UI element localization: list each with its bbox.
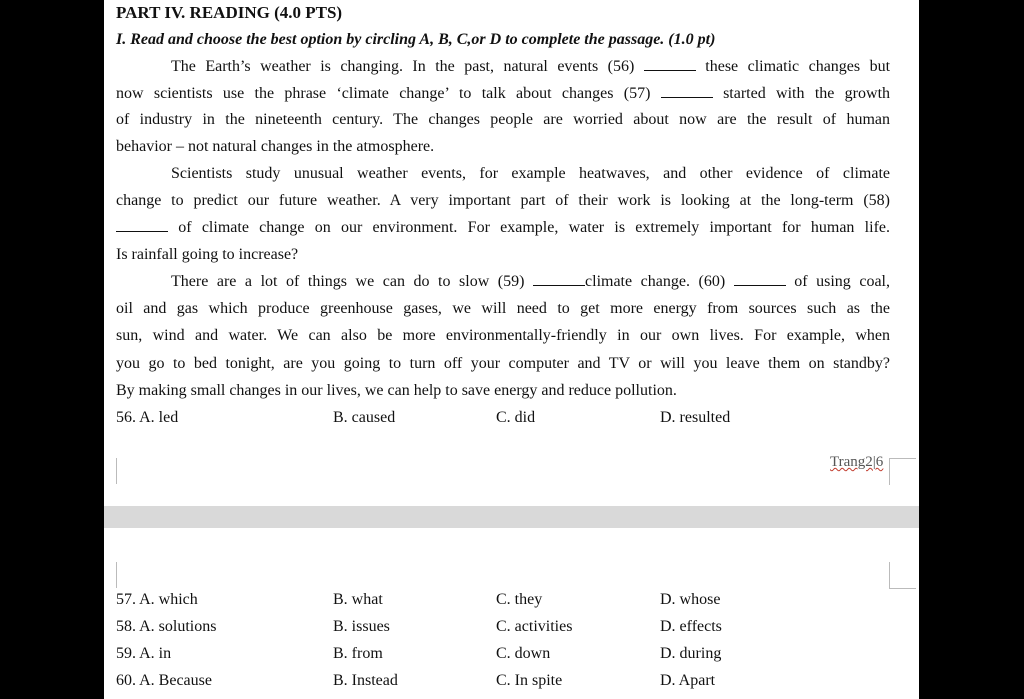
- crop-mark: [889, 562, 916, 589]
- section-title: PART IV. READING (4.0 PTS): [116, 3, 343, 22]
- option-57-b: B. what: [333, 591, 383, 608]
- option-60-a: 60. A. Because: [116, 672, 212, 689]
- passage-line: behavior – not natural changes in the atmosphere.: [116, 138, 435, 155]
- answer-blank-58: [116, 219, 168, 232]
- instruction-text: I. Read and choose the best option by circling A, B, C,or D to complete the passage. (1.0 pt): [116, 31, 716, 48]
- passage-line: sun, wind and water. We can also be more environmentally-friendly in our own lives. For example, when: [116, 327, 890, 344]
- passage-line: oil and gas which produce greenhouse gases, we will need to get more energy from sources such as the: [116, 300, 890, 317]
- answer-blank-57: [661, 85, 713, 98]
- option-60-c: C. In spite: [496, 672, 563, 689]
- passage-line: you go to bed tonight, are you going to turn off your computer and TV or will you leave them on standby?: [116, 355, 890, 372]
- option-57-a: 57. A. which: [116, 591, 198, 608]
- option-58-d: D. effects: [660, 618, 722, 635]
- passage-line: now scientists use the phrase ‘climate change’ to talk about changes (57) started with the growth: [116, 85, 891, 102]
- option-58-a: 58. A. solutions: [116, 618, 217, 635]
- option-59-d: D. during: [660, 645, 722, 662]
- answer-blank-60: [734, 273, 786, 286]
- option-58-b: B. issues: [333, 618, 390, 635]
- option-60-d: D. Apart: [660, 672, 716, 689]
- passage-line: of climate change on our environment. For example, water is extremely important for human life.: [116, 219, 890, 237]
- crop-mark: [116, 562, 117, 588]
- option-59-a: 59. A. in: [116, 645, 172, 662]
- passage-line: By making small changes in our lives, we can help to save energy and reduce pollution.: [116, 382, 677, 399]
- passage-line: Scientists study unusual weather events, for example heatwaves, and other evidence of climate: [171, 165, 890, 182]
- option-57-d: D. whose: [660, 591, 721, 608]
- page-number: Trang2|6: [830, 454, 884, 470]
- option-56-b: B. caused: [333, 409, 396, 426]
- passage-line: There are a lot of things we can do to slow (59) climate change. (60) of using coal,: [171, 273, 890, 290]
- page-separator: [104, 506, 919, 528]
- passage-line: change to predict our future weather. A very important part of their work is looking at the long-term (58): [116, 192, 890, 209]
- answer-blank-56: [644, 58, 696, 71]
- option-60-b: B. Instead: [333, 672, 398, 689]
- crop-mark: [116, 458, 117, 484]
- option-56-c: C. did: [496, 409, 536, 426]
- option-59-c: C. down: [496, 645, 551, 662]
- answer-blank-59: [533, 273, 585, 286]
- option-59-b: B. from: [333, 645, 383, 662]
- option-58-c: C. activities: [496, 618, 573, 635]
- passage-line: The Earth’s weather is changing. In the past, natural events (56) these climatic changes but: [171, 58, 891, 75]
- passage-line: of industry in the nineteenth century. The changes people are worried about now are the result of human: [116, 111, 890, 128]
- option-56-a: 56. A. led: [116, 409, 179, 426]
- option-57-c: C. they: [496, 591, 543, 608]
- crop-mark: [889, 458, 916, 485]
- passage-line: Is rainfall going to increase?: [116, 246, 299, 263]
- option-56-d: D. resulted: [660, 409, 731, 426]
